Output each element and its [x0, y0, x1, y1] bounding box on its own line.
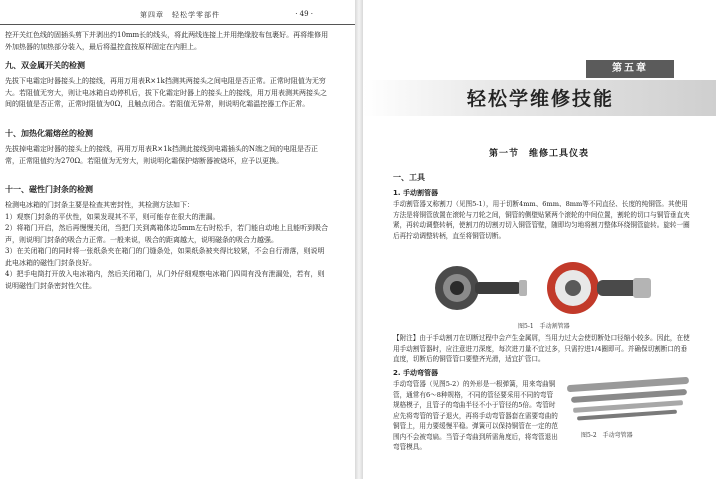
- item-heading: 1. 手动割管器: [393, 189, 438, 197]
- chapter-banner: [363, 58, 716, 118]
- subsection-heading: 一、工具: [393, 173, 425, 182]
- pipe-cutter-small-illustration: [435, 266, 527, 310]
- list-item: 2）将箱门开启，然后再慢慢关闭，当把门关到离箱体边5mm左右时松手，若门能自动地上且能听到吸合声，则说明门封条的吸合力正常。一般来说，吸合的距离越大，说明磁条的吸合力越强。: [5, 224, 329, 244]
- section-title: 第一节 维修工具仪表: [489, 149, 590, 159]
- section-heading: 十一、磁性门封条的检测: [5, 185, 93, 194]
- list-item: 3）在关闭箱门的同时将一张纸条夹在箱门的门缝条处，如果纸条被夹得比较紧，不会自行滑落，则说明此电冰箱的磁性门封条良好。: [5, 247, 325, 267]
- header-chapter: 第四章 轻松学零部件: [140, 11, 220, 19]
- figure-caption: 图5-1 手动割管器: [518, 323, 570, 330]
- intro-paragraph: 控开关红色线的固插头剪下并剥出约10mm长的线头，将此两线连接上并用绝缘胶布包裹好。再将维修用外加热器的加热部分装入，最后将温控盒按原样固定在内胆上。: [5, 31, 329, 51]
- section-body: 先拔掉电霜定时器的接头上的接线，再用万用表R×1k挡测此接线到电霜插头的N端之间的电阻是否正常，正常阻值约为270Ω。若阻值为无穷大，则说明化霜保护熔断器被烧坏，应予以更换。: [5, 145, 318, 165]
- item-text: 手动割管器又称割刀（见图5-1），用于切断4mm、6mm、8mm等不同直径、长度的纯铜管。其使用方法是将铜管放置在滚轮与刀轮之间，铜管的侧壁贴紧两个滚轮的中间位置，割轮的切口与铜管垂直夹紧，再转动调整转柄，使割刀的切割刃切入铜管管壁，随即均匀地将割刀整体环绕铜管旋转。旋转一圈后再拧动调整转柄，直至将铜管切断。: [393, 200, 690, 240]
- list-item: 1）观察门封条的平伏性，如果发现其不平，则可能存在很大的泄漏。: [5, 212, 220, 221]
- section-body: 先拔下电霜定时器接头上的接线，再用万用表R×1k挡测其两接头之间电阻是否正常。正常时阻值为无穷大。若阻值无穷大，则让电冰箱自动停机后，拔下化霜定时器上的接头上的接线，用万用表测其两接头之间的阻值是否正常，正常时阻值为0Ω，且触点闭合。若阻值无异常，则说明化霜温控器工作正常。: [5, 77, 327, 108]
- list-item: 检测电冰箱的门封条主要是检查其密封性，其检测方法如下：: [5, 201, 194, 209]
- section-heading: 十、加热化霜熔丝的检测: [5, 129, 93, 138]
- tube-bender-figure: [563, 375, 693, 427]
- pipe-cutter-figure: [423, 258, 658, 318]
- note-paragraph: 【附注】由于手动割刀在切断过程中会产生金属屑，当用力过大会使切断处口径缩小较多。因此，在使用手动割管器时，应注意进刀深度，每次进刀量不宜过多，只需拧进1/4圈即可。并确保切割断口的垂直度，切断后的铜管管口要整齐光滑，适宜扩管口。: [393, 334, 690, 363]
- running-header: [0, 8, 355, 25]
- figure-caption: 图5-2 手动弯管器: [581, 432, 633, 439]
- right-page: [363, 0, 716, 479]
- list-item: 4）把手电筒打开放入电冰箱内，然后关闭箱门，从门外仔细观察电冰箱门四周有没有泄漏处，若有，则说明磁性门封条密封性欠佳。: [5, 270, 325, 290]
- pipe-cutter-large-illustration: [547, 262, 651, 314]
- item-heading: 2. 手动弯管器: [393, 369, 438, 377]
- spring-bender-illustration: [567, 377, 689, 421]
- page-number: · 49 ·: [295, 10, 313, 18]
- left-page: [0, 0, 355, 479]
- section-body: [5, 200, 330, 292]
- section-heading: 九、双金属开关的检测: [5, 61, 85, 70]
- chapter-title: 轻松学维修技能: [467, 88, 615, 110]
- book-gutter: [355, 0, 363, 479]
- chapter-tag: 第五章: [586, 60, 674, 78]
- item-text: 手动弯管器（见图5-2）的外形是一根弹簧，用来弯曲铜管，通常有6～8种规格，不同的管径要采用不同的弯管规格模子，且管子的弯曲半径不小于管径的5倍。弯管时应先将弯管的管子退火，再将手动弯管器套在需要弯曲的铜管上，用力要缓慢平稳。弹簧可以保持铜管在一定的范围内不会被弯扁。当管子弯曲到所需角度后，将弯管退出弯管模具。: [393, 380, 558, 451]
